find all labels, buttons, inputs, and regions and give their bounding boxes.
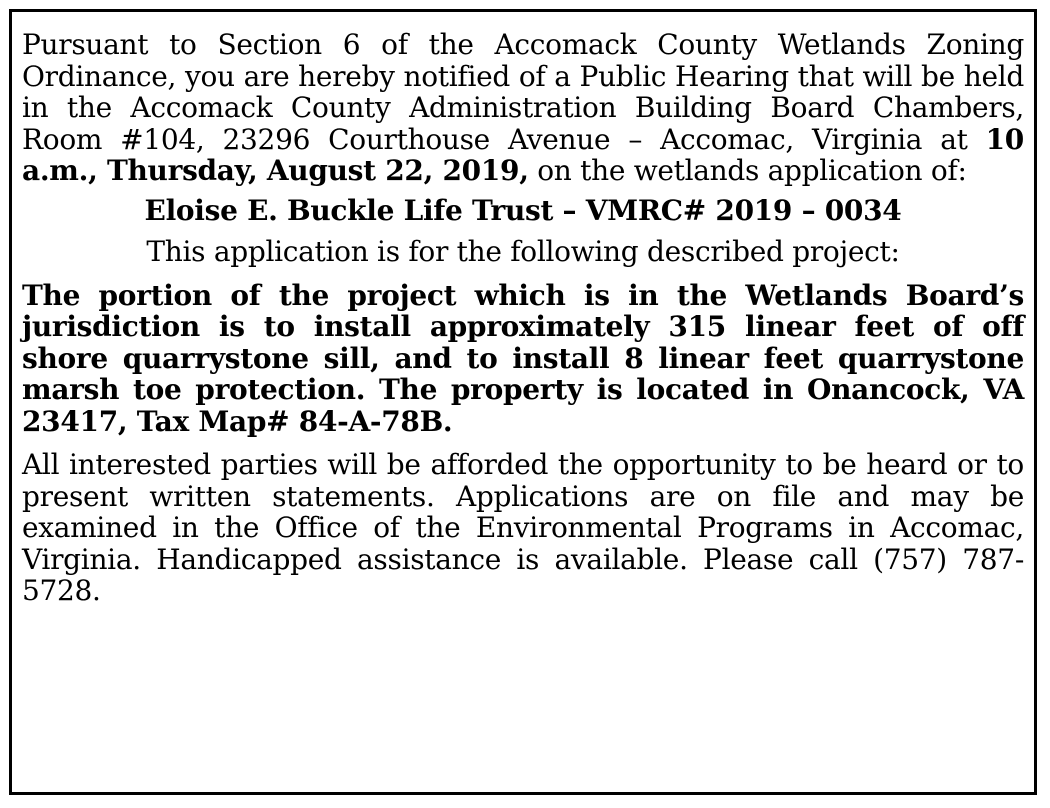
hearing-time: 10 a.m., Thursday, August 22, 2019, [22, 122, 1024, 187]
intro-paragraph [22, 29, 1024, 187]
intro-text: Pursuant to Section 6 of the Accomack County Wetlands Zoning Ordinance, you are hereby notified of a Public Hearing that will be held in the Accomack County Administration Building Board Chambers, Room #104, 23296 Courthouse Avenue – Accomac, Virginia at [22, 28, 1024, 156]
intro-tail: on the wetlands application of: [528, 154, 967, 187]
applicant-title: Eloise E. Buckle Life Trust – VMRC# 2019 – 0034 [144, 193, 902, 227]
project-lead: This application is for the following described project: [146, 235, 900, 268]
closing-paragraph: All interested parties will be afforded the opportunity to be heard or to present written statements. Applications are on file and may be examined in the Office of the Environmental Programs in Accomac, Virginia. Handicapped assistance is available. Please call (757) 787-5728. [22, 448, 1024, 607]
public-hearing-notice [9, 9, 1037, 795]
project-description: The portion of the project which is in the Wetlands Board’s jurisdiction is to install approximately 315 linear feet of off shore quarrystone sill, and to install 8 linear feet quarrystone marsh toe protection. The property is located in Onancock, VA 23417, Tax Map# 84-A-78B. [22, 278, 1024, 438]
